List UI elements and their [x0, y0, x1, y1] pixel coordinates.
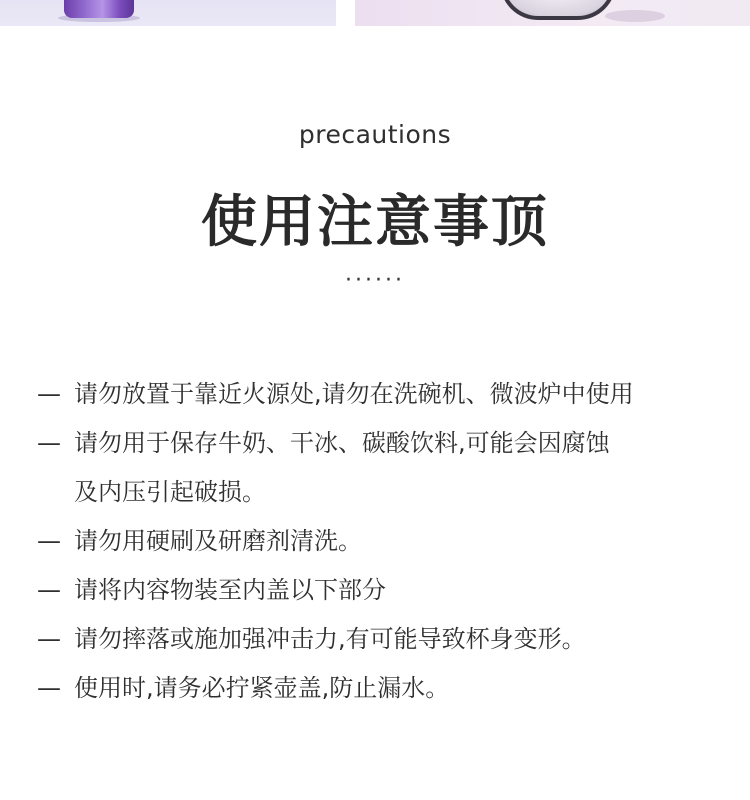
- product-photo-right: [355, 0, 750, 26]
- lid-shadow: [605, 10, 665, 22]
- product-photo-left: [0, 0, 336, 26]
- dash-bullet: —: [37, 527, 61, 555]
- list-item: [37, 517, 717, 566]
- dash-bullet: —: [37, 380, 61, 408]
- dash-bullet: —: [37, 576, 61, 604]
- list-item-text: 请勿放置于靠近火源处,请勿在洗碗机、微波炉中使用: [74, 380, 634, 408]
- dash-bullet: —: [37, 625, 61, 653]
- section-title: 使用注意事顶: [201, 190, 549, 255]
- dash-bullet: —: [37, 429, 61, 457]
- list-item-text: 请勿用硬刷及研磨剂清洗。: [74, 527, 362, 555]
- purple-bottle-image: [64, 0, 134, 18]
- list-item-text: 及内压引起破损。: [74, 478, 266, 506]
- list-item: [37, 370, 717, 419]
- list-item: [37, 664, 717, 713]
- decorative-dots: ······: [345, 268, 405, 293]
- list-item-continuation: [37, 468, 717, 517]
- bottle-lid-image: [500, 0, 616, 20]
- list-item-text: 请勿摔落或施加强冲击力,有可能导致杯身变形。: [74, 625, 586, 653]
- list-item: [37, 566, 717, 615]
- list-item-text: 请勿用于保存牛奶、干冰、碳酸饮料,可能会因腐蚀: [74, 429, 610, 457]
- list-item-text: 请将内容物装至内盖以下部分: [74, 576, 386, 604]
- list-item: [37, 419, 717, 468]
- section-subtitle: precautions: [298, 120, 452, 149]
- precautions-list: [37, 370, 717, 713]
- list-item-text: 使用时,请务必拧紧壶盖,防止漏水。: [74, 674, 450, 702]
- dash-bullet: —: [37, 674, 61, 702]
- list-item: [37, 615, 717, 664]
